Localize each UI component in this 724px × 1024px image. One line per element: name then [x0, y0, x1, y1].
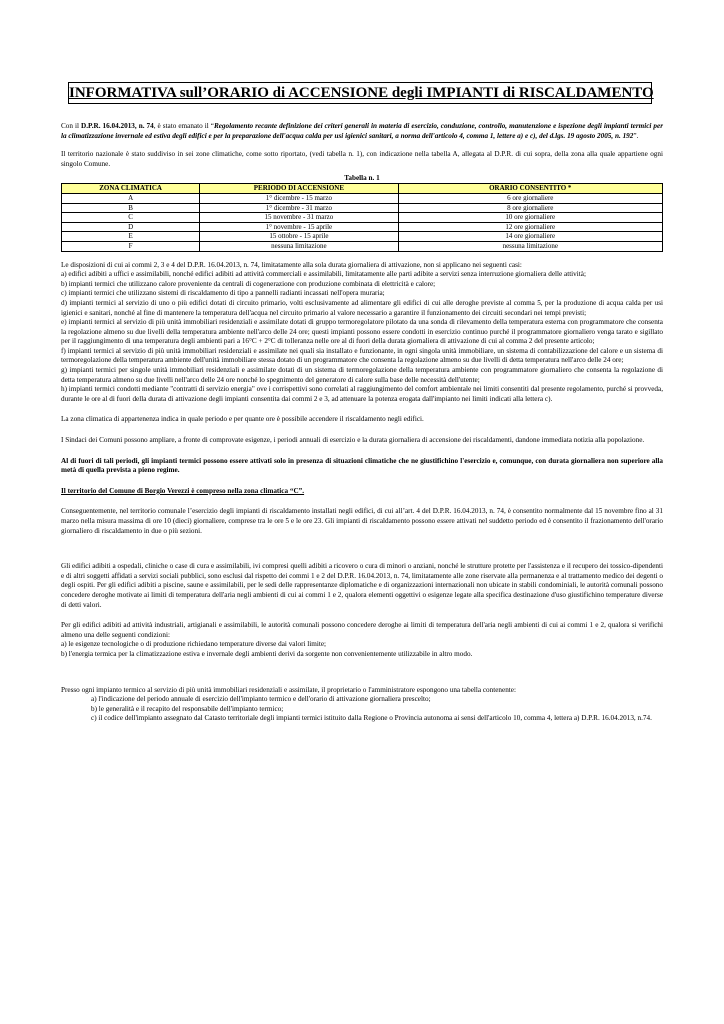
intro-dpr-reference: D.P.R. 16.04.2013, n. 74	[81, 122, 154, 130]
exception-item: c) impianti termici che utilizzano sistemi di riscaldamento di tipo a pannelli radianti incassati nell'opera muraria;	[61, 289, 385, 298]
exception-item: b) impianti termici che utilizzano calore proveniente da centrali di cogenerazione con produzione combinata di elettricità e calore;	[61, 279, 436, 288]
regulation-title: Regolamento recante definizione dei criteri generali in materia di esercizio, conduzione, controllo, manutenzione e ispezione degli impianti termici per la climatizzazione invernale ed estiva degli edifici e per la preparazione dell'acqua calda per usi igienici sanitari, a norma dell'articolo 4, comma 1, lettere a) e c), del d.lgs. 19 agosto 2005, n. 192	[61, 122, 664, 140]
climate-zone-table	[61, 183, 663, 251]
exception-item: e) impianti termici al servizio di più unità immobiliari residenziali e assimilate dotati di gruppo termoregolatore pilotato da una sonda di rilevamento della temperatura esterna con programmatore che consenta la regolazione almeno su due livelli della temperatura ambiente nell'arco delle 24 ore; questi impianti possono essere condotti in esercizio continuo purché il programmatore giornaliero venga tarato e sigillato per il raggiungimento di una temperatura degli ambienti pari a 16°C + 2°C di tolleranza nelle ore al di fuori della durata giornaliera di attivazione di cui al comma 2 del presente articolo;	[61, 318, 663, 346]
presso-list	[61, 695, 663, 724]
intro-suffix: ”.	[633, 131, 639, 140]
bold-notice-paragraph: Al di fuori di tali periodi, gli impianti termici possono essere attivati solo in presenza di situazioni climatiche che ne giustifichino l'esercizio e, comunque, con durata giornaliera non superiore alla metà di quella prevista a pieno regime.	[61, 456, 663, 475]
cell-zone: C	[62, 213, 200, 223]
table-row	[62, 222, 663, 232]
exception-item: d) impianti termici al servizio di uno o più edifici dotati di circuito primario, volti esclusivamente ad alimentare gli edifici di cui alle deroghe previste al comma 5, per la produzione di acqua calda per usi igienici e sanitari, nonché al fine di mantenere la temperatura dell'acqua nel circuito primario al valore necessario a garantire il funzionamento dei circuiti secondari nei tempi previsti;	[61, 298, 663, 317]
cell-hours: 12 ore giornaliere	[398, 222, 662, 232]
table-caption: Tabella n. 1	[344, 174, 380, 183]
exceptions-section	[61, 261, 663, 405]
exception-item: f) impianti termici al servizio di più unità immobiliari residenziali e assimilate nei quali sia installato e funzionante, in ogni singola unità immobiliare, un sistema di contabilizzazione del calore e un sistema di termoregolazione della temperatura ambiente dell'unità immobiliare stessa dotato di un programmatore che consenta la regolazione almeno su due livelli di detta temperatura nell'arco delle 24 ore;	[61, 346, 663, 365]
exceptions-intro: Le disposizioni di cui ai commi 2, 3 e 4 del D.P.R. 16.04.2013, n. 74, limitatamente alla sola durata giornaliera di attivazione, non si applicano nei seguenti casi:	[61, 260, 522, 269]
cell-zone: D	[62, 222, 200, 232]
cell-period: 1° dicembre - 15 marzo	[200, 193, 398, 203]
cell-period: 1° dicembre - 31 marzo	[200, 203, 398, 213]
zone-paragraph: La zona climatica di appartenenza indica in quale periodo e per quante ore è possibile accendere il riscaldamento negli edifici.	[61, 415, 424, 424]
cell-period: 1° novembre - 15 aprile	[200, 222, 398, 232]
industrial-item: a) le esigenze tecnologiche o di produzione richiedano temperature diverse dai valori limite;	[61, 640, 327, 649]
cell-zone: E	[62, 232, 200, 242]
intro-prefix: Con il	[61, 122, 82, 130]
industrial-section	[61, 621, 663, 659]
cell-zone: B	[62, 203, 200, 213]
table-row	[62, 241, 663, 251]
table-header-row	[62, 184, 663, 194]
cell-hours: 14 ore giornaliere	[398, 232, 662, 242]
table-row	[62, 203, 663, 213]
document-title: INFORMATIVA sull’ORARIO di ACCENSIONE degli IMPIANTI di RISCALDAMENTO	[68, 82, 652, 104]
cell-hours: 6 ore giornaliere	[398, 193, 662, 203]
cell-zone: A	[62, 193, 200, 203]
presso-intro: Presso ogni impianto termico al servizio di più unità immobiliari residenziali e assimilate, il proprietario o l'amministratore espongono una tabella contenente:	[61, 685, 516, 694]
header-zona: ZONA CLIMATICA	[62, 184, 200, 194]
cell-zone: F	[62, 241, 200, 251]
cell-hours: nessuna limitazione	[398, 241, 662, 251]
header-orario: ORARIO CONSENTITO *	[398, 184, 662, 194]
presso-item: b) le generalità e il recapito del responsabile dell'impianto termico;	[91, 704, 284, 713]
table-row	[62, 213, 663, 223]
zones-paragraph: Il territorio nazionale è stato suddiviso in sei zone climatiche, come sotto riportato, (vedi tabella n. 1), con indicazione nella tabella A, allegata al D.P.R. di cui sopra, della zona alla quale appartiene ogni singolo Comune.	[61, 150, 663, 168]
intro-paragraph	[61, 122, 663, 141]
cell-period: 15 ottobre - 15 aprile	[200, 232, 398, 242]
table-row	[62, 232, 663, 242]
header-periodo: PERIODO DI ACCENSIONE	[200, 184, 398, 194]
consequence-paragraph: Conseguentemente, nel territorio comunale l’esercizio degli impianti di riscaldamento installati negli edifici, di cui all’art. 4 del D.P.R. 16.04.2013, n. 74, è consentito normalmente dal 15 novembre fino al 31 marzo nella misura massima di ore 10 (dieci) giornaliere, comprese tra le ore 5 e le ore 23. Gli impianti di riscaldamento possono essere attivati nel suddetto periodo ed è consentito il frazionamento dell'orario giornaliero di riscaldamento in due o più sezioni.	[61, 507, 663, 535]
industrial-intro: Per gli edifici adibiti ad attività industriali, artigianali e assimilabili, le autorità comunali possono concedere deroghe ai limiti di temperatura dell'aria negli ambienti di cui ai commi 1 e 2, qualora si verifichi almeno una delle seguenti condizioni:	[61, 621, 663, 639]
hospitals-paragraph: Gli edifici adibiti a ospedali, cliniche o case di cura e assimilabili, ivi compresi quelli adibiti a ricovero o cura di minori o anziani, nonché le strutture protette per l'assistenza e il recupero dei tossico-dipendenti e di altri soggetti affidati a servizi sociali pubblici, sono esclusi dal rispetto dei commi 1 e 2 del D.P.R. 16.04.2013, n. 74, limitatamente alle zone riservate alla permanenza e al trattamento medico dei degenti o degli ospiti. Per gli edifici adibiti a piscine, saune e assimilabili, per le sedi delle rappresentanze diplomatiche e di organizzazioni internazionali non ubicate in stabili condominiali, le autorità comunali possono concedere deroghe motivate ai limiti di temperatura dell'aria negli ambienti di cui ai commi 1 e 2, qualora elementi oggettivi o esigenze legate alla specifica destinazione d'uso giustifichino temperature diverse di detti valori.	[61, 562, 663, 609]
territory-heading: Il territorio del Comune di Borgio Verezzi è compreso nella zona climatica “C”.	[61, 486, 305, 495]
exception-item: h) impianti termici condotti mediante "contratti di servizio energia" ove i corrispettivi sono correlati al raggiungimento del comfort ambientale nei limiti consentiti dal presente regolamento, purché si provveda, durante le ore al di fuori della durata di attivazione degli impianti consentita dai commi 2 e 3, ad attenuare la potenza erogata dall'impianto nei limiti indicati alla lettera c).	[61, 385, 663, 403]
cell-hours: 10 ore giornaliere	[398, 213, 662, 223]
cell-hours: 8 ore giornaliere	[398, 203, 662, 213]
exception-item: g) impianti termici per singole unità immobiliari residenziali e assimilate dotati di un sistema di termoregolazione della temperatura ambiente con programmatore giornaliero che consenta la regolazione di detta temperatura almeno su due livelli nell'arco delle 24 ore nonché lo spegnimento del generatore di calore sulla base delle necessità dell'utente;	[61, 366, 663, 384]
table-row	[62, 193, 663, 203]
presso-item: c) il codice dell'impianto assegnato dal Catasto territoriale degli impianti termici istituito dalla Regione o Provincia autonoma ai sensi dell'articolo 10, comma 4, lettera a) D.P.R. 16.04.2013, n.74.	[91, 714, 652, 723]
exception-item: a) edifici adibiti a uffici e assimilabili, nonché edifici adibiti ad attività commerciali e assimilabili, limitatamente alle parti adibite a servizi senza interruzione giornaliera delle attività;	[61, 270, 586, 279]
cell-period: 15 novembre - 31 marzo	[200, 213, 398, 223]
presso-item: a) l'indicazione del periodo annuale di esercizio dell'impianto termico e dell'orario di attivazione giornaliera prescelto;	[91, 695, 431, 704]
sindaci-paragraph: I Sindaci dei Comuni possono ampliare, a fronte di comprovate esigenze, i periodi annuali di esercizio e la durata giornaliera di accensione dei riscaldamenti, dandone immediata notizia alla popolazione.	[61, 436, 645, 445]
cell-period: nessuna limitazione	[200, 241, 398, 251]
intro-middle: , è stato emanato il “	[153, 122, 214, 130]
industrial-item: b) l'energia termica per la climatizzazione estiva e invernale degli ambienti derivi da sorgente non convenientemente utilizzabile in altro modo.	[61, 649, 473, 658]
